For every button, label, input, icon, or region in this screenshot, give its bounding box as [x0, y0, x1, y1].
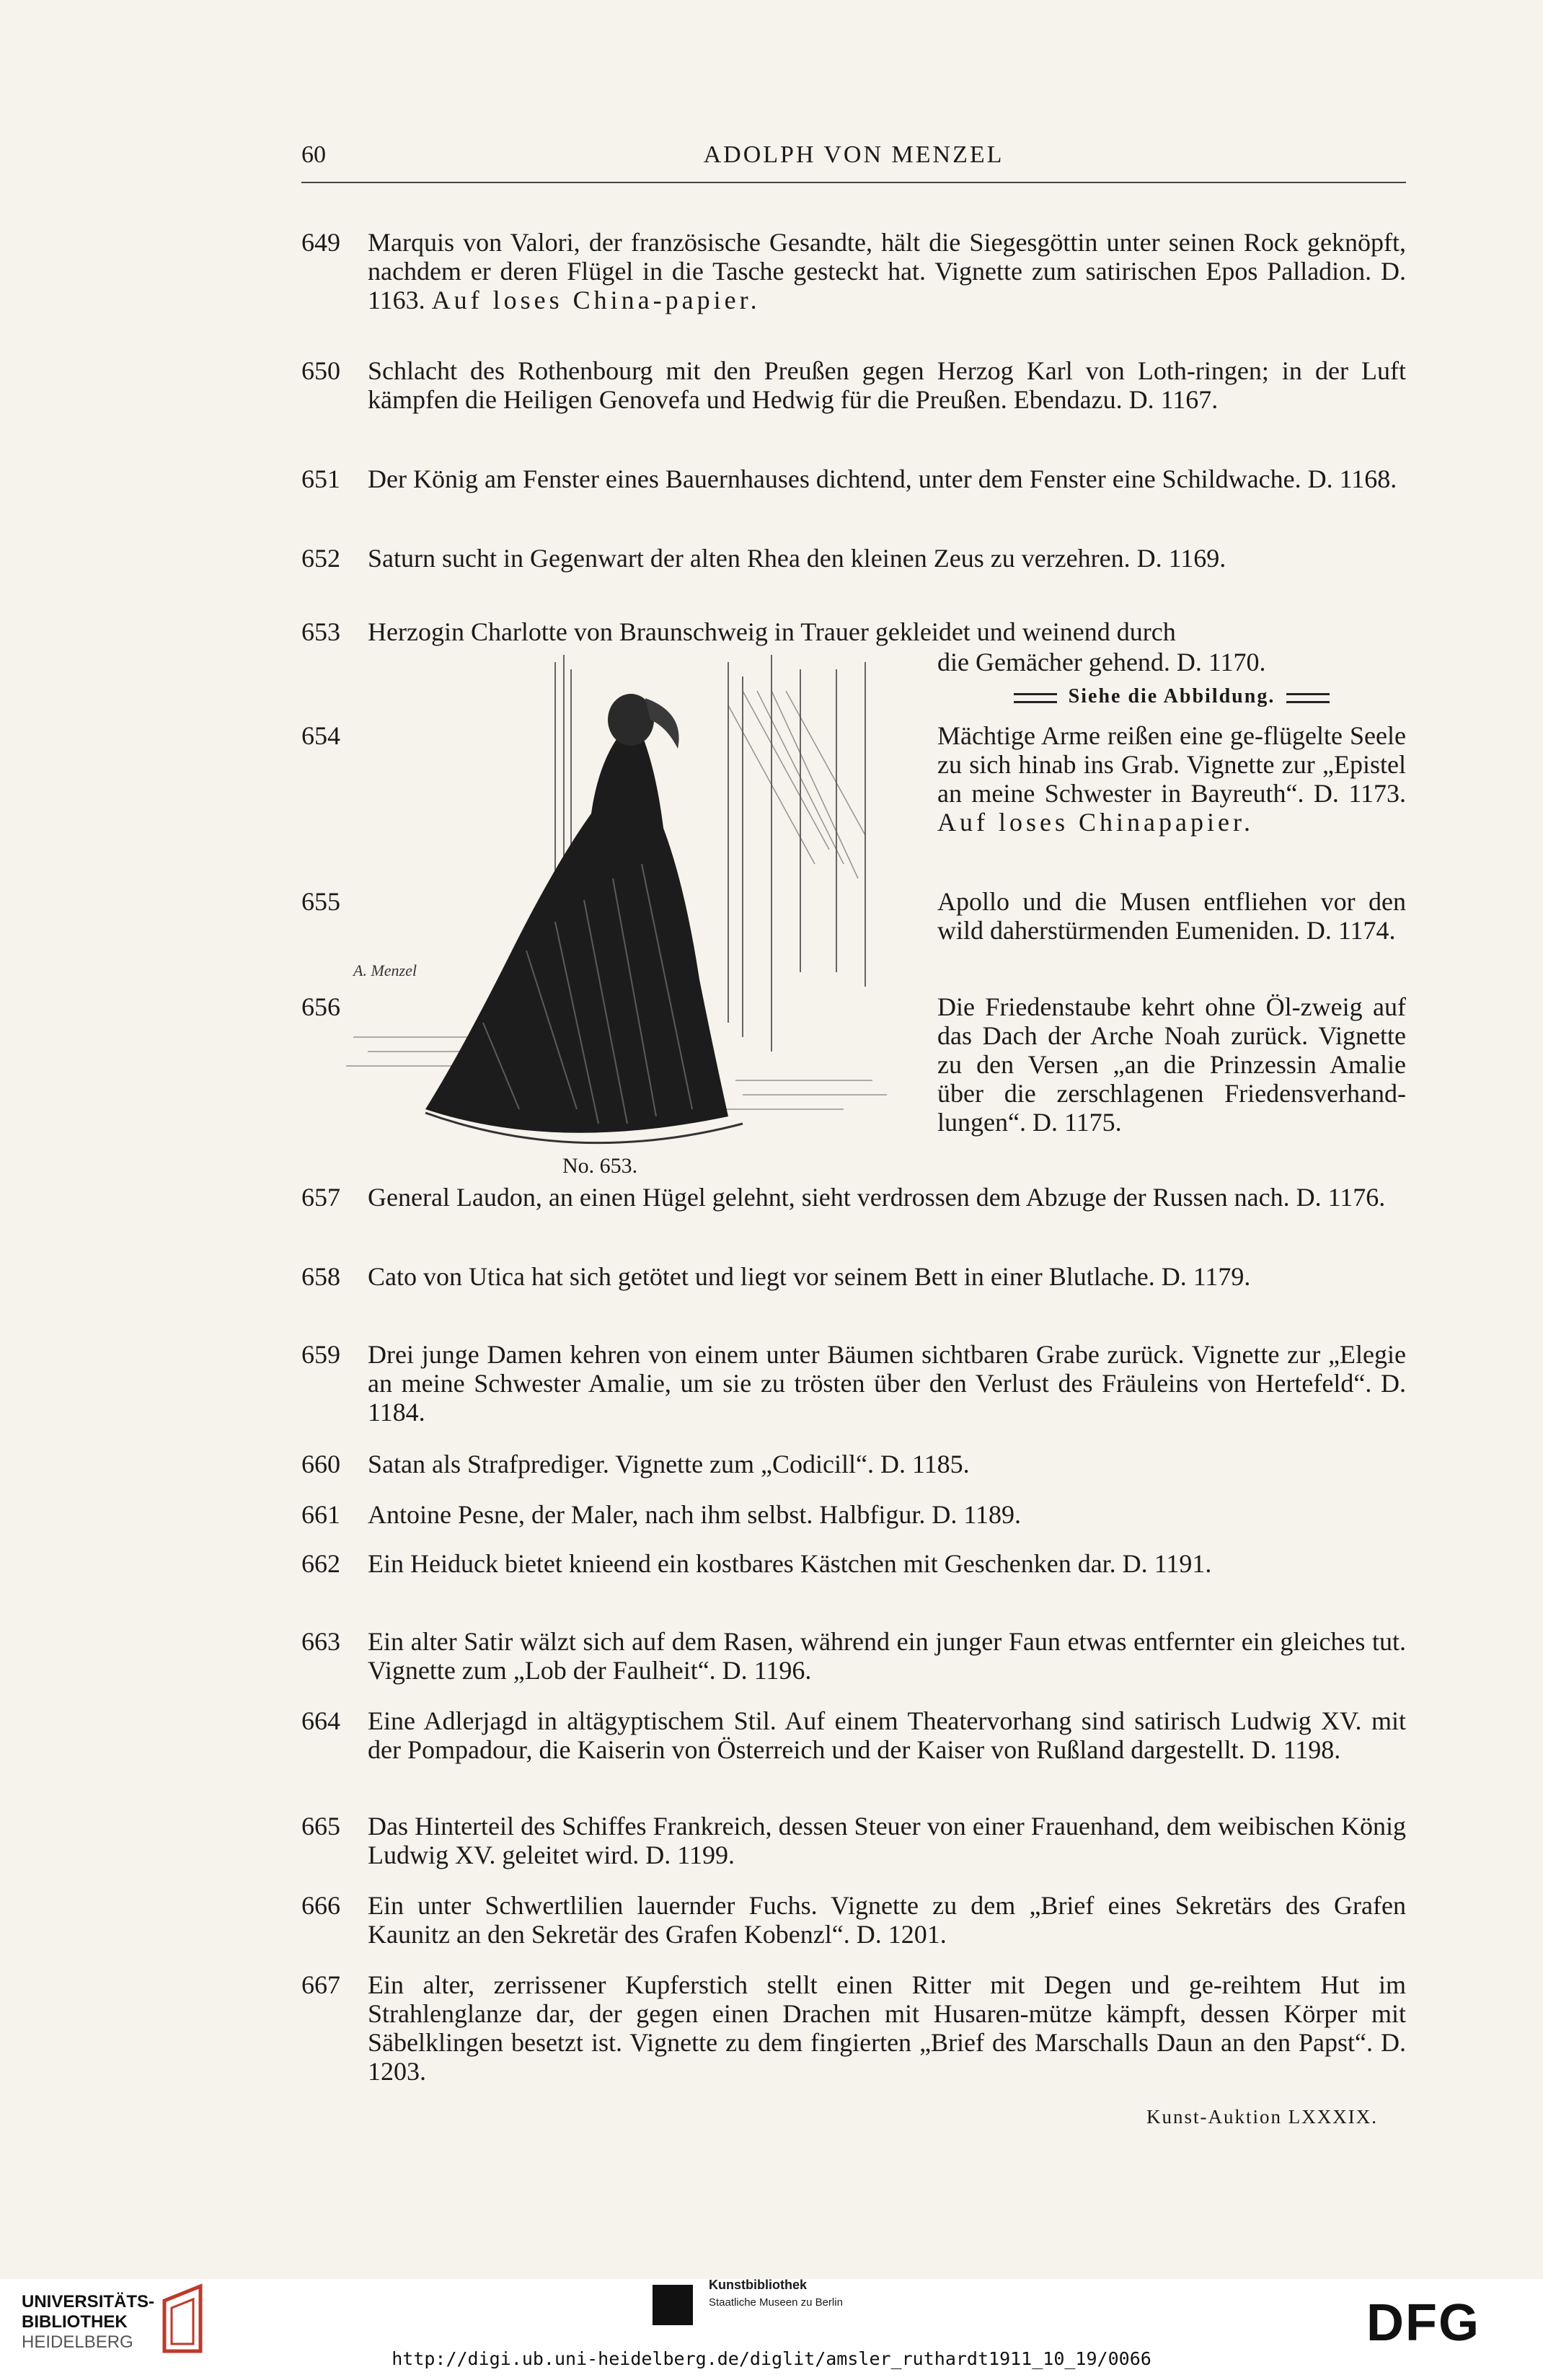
library-mark-icon — [157, 2272, 215, 2358]
illustration-duchess-mourning — [339, 648, 901, 1174]
entry-number: 651 — [301, 464, 340, 493]
entry-number: 662 — [301, 1549, 340, 1578]
entry-number: 663 — [301, 1627, 340, 1656]
entry-number: 650 — [301, 356, 340, 385]
entry-number: 657 — [301, 1183, 340, 1212]
running-title: ADOLPH VON MENZEL — [703, 141, 1004, 168]
entry-number: 666 — [301, 1891, 340, 1920]
entry-text: Drei junge Damen kehren von einem unter Bäumen sichtbaren Grabe zurück. Vignette zur „Elegie an meine Schwester Amalie, um sie zu trösten über den Verlust des Fräuleins von Hertefeld“. D. 1184. — [368, 1340, 1406, 1427]
see-figure-text: Siehe die Abbildung. — [1068, 685, 1275, 708]
entry-number: 655 — [301, 887, 340, 916]
entry-number: 654 — [301, 721, 340, 750]
entry-text — [368, 228, 1406, 314]
kb-subtitle: Staatliche Museen zu Berlin — [709, 2296, 843, 2309]
see-figure-note — [937, 685, 1406, 708]
entry-number: 661 — [301, 1500, 340, 1529]
permalink-url[interactable]: http://digi.ub.uni-heidelberg.de/diglit/amsler_ruthardt1911_10_19/0066 — [392, 2348, 1151, 2369]
catalog-entry — [301, 356, 1406, 443]
entry-paper-note: Auf loses Chinapapier. — [937, 808, 1254, 837]
entry-text: Herzogin Charlotte von Braunschweig in Trauer gekleidet und weinend durch — [368, 617, 1176, 646]
entry-description: Mächtige Arme reißen eine ge-flügelte Seele zu sich hinab ins Grab. Vignette zur „Epistel an meine Schwester in Bayreuth“. D. 1173. — [937, 721, 1406, 808]
catalog-entry — [301, 228, 1406, 343]
entry-number: 667 — [301, 1970, 340, 1999]
catalog-entry — [301, 544, 1406, 601]
library-line: UNIVERSITÄTS- — [22, 2292, 155, 2311]
figure-caption: No. 653. — [562, 1154, 638, 1178]
entry-description: Marquis von Valori, der französische Gesandte, hält die Siegesgöttin unter seinen Rock geknöpft, nachdem er deren Flügel in die Tasche gesteckt hat. Vignette zum satirischen Epos Palladion. D. 1163. — [368, 228, 1406, 314]
entry-number: 665 — [301, 1812, 340, 1841]
rule-left — [1014, 693, 1057, 703]
entry-text: Schlacht des Rothenbourg mit den Preußen gegen Herzog Karl von Loth-ringen; in der Luft kämpfen die Heiligen Genovefa und Hedwig für die Preußen. Ebendazu. D. 1167. — [368, 356, 1406, 414]
entry-text-continuation: die Gemächer gehend. D. 1170. — [937, 648, 1266, 676]
etching-illustration — [339, 648, 901, 1174]
entry-text: Der König am Fenster eines Bauernhauses dichtend, unter dem Fenster eine Schildwache. D. 1168. — [368, 464, 1397, 493]
university-library-logo[interactable] — [22, 2292, 154, 2353]
kb-title: Kunstbibliothek — [709, 2278, 807, 2292]
kb-square-icon — [653, 2285, 693, 2325]
entry-number: 653 — [301, 617, 340, 646]
entry-text — [937, 721, 1406, 837]
dfg-logo[interactable]: DFG — [1366, 2294, 1480, 2352]
entry-text: Ein unter Schwertlilien lauernder Fuchs. Vignette zu dem „Brief eines Sekretärs des Grafen Kaunitz an den Sekretär des Grafen Kobenzl“. D. 1201. — [368, 1891, 1406, 1949]
auction-note: Kunst-Auktion LXXXIX. — [1146, 2106, 1378, 2128]
entry-number: 649 — [301, 228, 340, 257]
catalog-entry — [301, 617, 1406, 646]
entry-text: Cato von Utica hat sich getötet und liegt vor seinem Bett in einer Blutlache. D. 1179. — [368, 1262, 1251, 1291]
entry-number: 664 — [301, 1706, 340, 1735]
entry-text: Die Friedenstaube kehrt ohne Öl-zweig auf das Dach der Arche Noah zurück. Vignette zu den Versen „an die Prinzessin Amalie über die zerschlagenen Friedensverhand-lungen“. D. 1175. — [937, 992, 1406, 1137]
library-line: BIBLIOTHEK — [22, 2312, 128, 2332]
entry-text: Ein alter Satir wälzt sich auf dem Rasen, während ein junger Faun etwas entfernter ein gleiches tut. Vignette zum „Lob der Faulheit“. D. 1196. — [368, 1627, 1406, 1685]
entry-text: Antoine Pesne, der Maler, nach ihm selbst. Halbfigur. D. 1189. — [368, 1500, 1022, 1529]
entry-number: 652 — [301, 544, 340, 573]
entry-text: General Laudon, an einen Hügel gelehnt, sieht verdrossen dem Abzuge der Russen nach. D. 1176. — [368, 1183, 1386, 1212]
entry-text: Saturn sucht in Gegenwart der alten Rhea den kleinen Zeus zu verzehren. D. 1169. — [368, 544, 1226, 573]
entry-text: Apollo und die Musen entfliehen vor den wild daherstürmenden Eumeniden. D. 1174. — [937, 887, 1406, 945]
header-rule — [301, 182, 1406, 183]
library-line: HEIDELBERG — [22, 2332, 133, 2352]
entry-number: 656 — [301, 992, 340, 1021]
entry-number: 660 — [301, 1450, 340, 1478]
artist-signature: A. Menzel — [353, 961, 417, 979]
page-header — [301, 141, 1406, 185]
entry-text: Satan als Strafprediger. Vignette zum „Codicill“. D. 1185. — [368, 1450, 970, 1478]
entry-text: Eine Adlerjagd in altägyptischem Stil. Auf einem Theatervorhang sind satirisch Ludwig XV. mit der Pompadour, die Kaiserin von Österreich und der Kaiser von Rußland dargestellt. D. 1198. — [368, 1706, 1406, 1764]
catalog-entry — [301, 464, 1406, 522]
entry-number: 658 — [301, 1262, 340, 1291]
entry-text: Das Hinterteil des Schiffes Frankreich, dessen Steuer von einer Frauenhand, dem weibischen König Ludwig XV. geleitet wird. D. 1199. — [368, 1812, 1406, 1869]
entry-text: Ein alter, zerrissener Kupferstich stellt einen Ritter mit Degen und ge-reihtem Hut im Strahlenglanze dar, der gegen einen Drachen mit Husaren-mütze kämpft, dessen Körper mit Säbelklingen besetzt ist. Vignette zu dem fingierten „Brief des Marschalls Daun an den Papst“. D. 1203. — [368, 1970, 1406, 2086]
entry-text: Ein Heiduck bietet knieend ein kostbares Kästchen mit Geschenken dar. D. 1191. — [368, 1549, 1212, 1578]
rule-right — [1286, 693, 1330, 703]
page-number: 60 — [301, 141, 326, 168]
entry-number: 659 — [301, 1340, 340, 1369]
entry-paper-note: Auf loses China-papier. — [431, 286, 761, 314]
